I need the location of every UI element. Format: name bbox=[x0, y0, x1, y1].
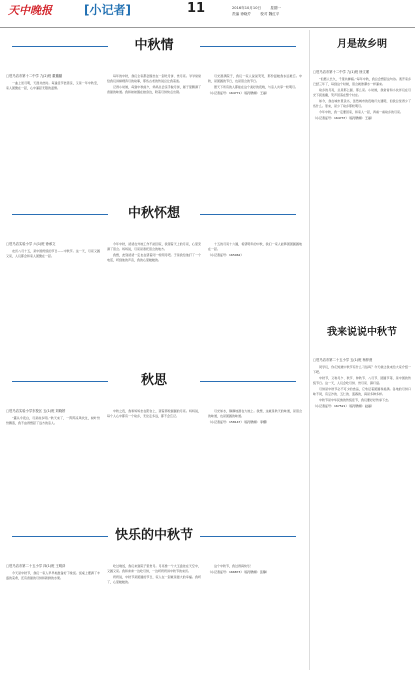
article-zhongqiuhuaixiang bbox=[6, 198, 302, 366]
title-rule-right bbox=[200, 536, 296, 537]
article-byline: □驻马店实验小学东校区 五(1)班 刘晓婷 bbox=[6, 409, 66, 413]
article-title: 中秋怀想 bbox=[127, 206, 180, 221]
page-header bbox=[0, 0, 415, 28]
article-paragraph: 如今，我在城市里读书，虽然城市的夜晚灯火通明，但我总觉得少了些什么。原来，是少了故乡那轮明月。 bbox=[313, 99, 411, 108]
article-note: （小记者证号：166873）（指导教师：张静） bbox=[208, 570, 269, 574]
article-paragraph: 月光洒满院子，我们一家人说说笑笑，那份温暖我永远难忘。中秋，是团圆的节日，也是思念的节日。 bbox=[208, 74, 302, 83]
article-paragraph: 我想，此刻爸爸一定也在望着同一轮明月吧。于是我给他打了一个电话，听到他的声音，我的心里暖暖的。 bbox=[107, 253, 201, 262]
title-rule-right bbox=[200, 214, 296, 215]
article-paragraph: 奶奶说，中秋节是团圆的节日，家人在一起就是最大的幸福。我听了，心里暖暖的。 bbox=[107, 575, 201, 584]
article-paragraph: 愿天下所有的人都能在这个美好的夜晚，与亲人共享一轮明月。 bbox=[214, 85, 299, 89]
article-body bbox=[6, 242, 302, 366]
editor-credit: 责编 徐晓芹 bbox=[232, 12, 252, 16]
article-paragraph: 每年的中秋，我们全家都会围坐在一起吃月饼、赏月亮。爷爷常常给我们讲嫦娥奔月的故事，那些古老的传说总让我着迷。 bbox=[107, 74, 201, 83]
page-number: 11 bbox=[187, 1, 206, 16]
article-paragraph: 这个中秋节，我过得真快乐！ bbox=[214, 564, 254, 568]
article-paragraph: 吃过晚饭，我们来到院子里赏月。月亮像一个大玉盘挂在天空中，又圆又亮。我和弟弟一边吃月饼，一边听奶奶讲中秋节的来历。 bbox=[107, 564, 201, 573]
article-qiusi bbox=[6, 365, 302, 521]
issue-weekday: 星期一 bbox=[270, 6, 282, 10]
article-byline: □驻马店实验小学 六(1)班 徐承文 bbox=[6, 242, 56, 246]
article-title: 中秋情 bbox=[134, 38, 174, 53]
article-body bbox=[6, 74, 302, 198]
article-byline: □驻马店市第十二中学 九(2)班 董璐璐 bbox=[6, 74, 63, 78]
article-paragraph: 记得小时候，每到中秋前夕，妈妈总会亲手做月饼，屋子里飘满了香甜的味道。我和妹妹围在她身边，盼着月饼快点出锅。 bbox=[107, 85, 201, 94]
article-paragraph: 今天是中秋节，我们一家人早早地准备好了晚饭。饭桌上摆满了丰盛的菜肴，还有香甜的月饼和新鲜的水果。 bbox=[6, 571, 100, 580]
header-meta bbox=[232, 5, 410, 17]
article-paragraph: 农历八月十五，是中国传统的节日——中秋节。这一天，月亮又圆又亮，人们都会和家人团聚在一起。 bbox=[6, 249, 100, 258]
right-column bbox=[309, 30, 411, 670]
title-rule-right bbox=[200, 381, 296, 382]
issue-date: 2016年10月10日 bbox=[232, 6, 262, 10]
title-rule-right bbox=[200, 46, 296, 47]
article-body bbox=[6, 564, 302, 674]
section-name: [小记者] bbox=[84, 3, 131, 17]
article-paragraph: 月光如水，静静地洒在大地上。我想，这就是秋天的味道，是思念的味道，也是团圆的味道。 bbox=[208, 409, 302, 418]
article-paragraph: 同学们，你们知道中秋节有什么习俗吗？今天就让我来给大家介绍一下吧。 bbox=[313, 365, 411, 374]
article-paragraph: 月饼是中秋节必不可少的食品，它象征着团圆和美满。各地的月饼口味不同，有豆沙的、五仁的、莲蓉的，真是多种多样。 bbox=[313, 387, 411, 396]
article-body bbox=[313, 70, 411, 310]
article-paragraph: “但愿人长久，千里共婵娟。”每年中秋，我总会想起这句诗。离开家乡已经三年了，每到这个时候，思念就像潮水一样涌来。 bbox=[313, 77, 411, 86]
article-wolaishuoshuo bbox=[313, 318, 411, 658]
newspaper-name: 天中晚报 bbox=[8, 4, 52, 17]
article-paragraph: 故乡的月亮，总是那么圆、那么亮。小时候，我常常和小伙伴们在月光下捉迷藏，笑声回荡在整个村庄。 bbox=[313, 88, 411, 97]
article-paragraph: 今年中秋，爸爸在外地工作不能回家，我望着天上的月亮，心里充满了思念。妈妈说，月亮是寄托思念的地方。 bbox=[107, 242, 201, 251]
article-title: 快乐的中秋节 bbox=[114, 528, 193, 543]
article-paragraph: “露从今夜白，月是故乡明。”秋天来了，一阵阵凉风吹过，树叶纷纷飘落，我不由得想起了远方的亲人。 bbox=[6, 416, 100, 425]
article-byline: □驻马店市第十二中学 九(1)班 徐文瑾 bbox=[313, 70, 370, 74]
article-paragraph: 十五的月亮十六圆，希望明年的中秋，我们一家人能够团团圆圆地在一起。 bbox=[208, 242, 302, 251]
article-paragraph: 中秋节是中华民族的传统佳节，我们要好好传承下去。 bbox=[319, 398, 392, 402]
article-kuailezhongqiu bbox=[6, 520, 302, 674]
article-paragraph: 中秋节，又称月夕、秋节、仲秋节、八月节、团圆节等，是中国的传统节日。这一天，人们会吃月饼、赏月亮、猜灯谜。 bbox=[313, 376, 411, 385]
article-note: （小记者证号：167521）（指导教师：赵丽） bbox=[313, 404, 374, 408]
article-byline: □驻马店市第二十五小学 五(1)班 杨梓萱 bbox=[313, 358, 373, 362]
article-note: （小记者证号：158147）（指导教师：李娜） bbox=[208, 420, 269, 424]
proof-credit: 校对 魏红平 bbox=[260, 12, 280, 16]
article-paragraph: 今年中秋，我一定要回家，和家人一起，再看一看故乡的月亮。 bbox=[319, 110, 404, 114]
article-note: （小记者证号：165062） bbox=[208, 253, 244, 257]
article-title: 月是故乡明 bbox=[337, 39, 387, 50]
article-paragraph: 一曲上弦月明，天涯共此时。每逢佳节倍思亲，又是一年中秋至，家人团聚在一起，心中涌起无限的温情。 bbox=[6, 81, 100, 90]
article-byline: □驻马店市第二十五小学 四(1)班 王明泽 bbox=[6, 564, 66, 568]
article-zhongqiuqing bbox=[6, 30, 302, 198]
article-paragraph: 中秋之夜，我和妈妈坐在阳台上，望着那轮圆圆的月亮。妈妈说，每个人心中都有一个故乡，无论走多远，都不会忘记。 bbox=[107, 409, 201, 418]
article-body bbox=[313, 358, 411, 658]
article-note: （小记者证号：164737）（指导教师：王丽） bbox=[313, 116, 374, 120]
article-title: 秋思 bbox=[140, 373, 167, 388]
article-note: （小记者证号：164771）（指导教师：王丽） bbox=[208, 91, 269, 95]
article-body bbox=[6, 409, 302, 521]
article-yueshiguxiangming bbox=[313, 30, 411, 310]
article-title: 我来说说中秋节 bbox=[327, 327, 397, 338]
